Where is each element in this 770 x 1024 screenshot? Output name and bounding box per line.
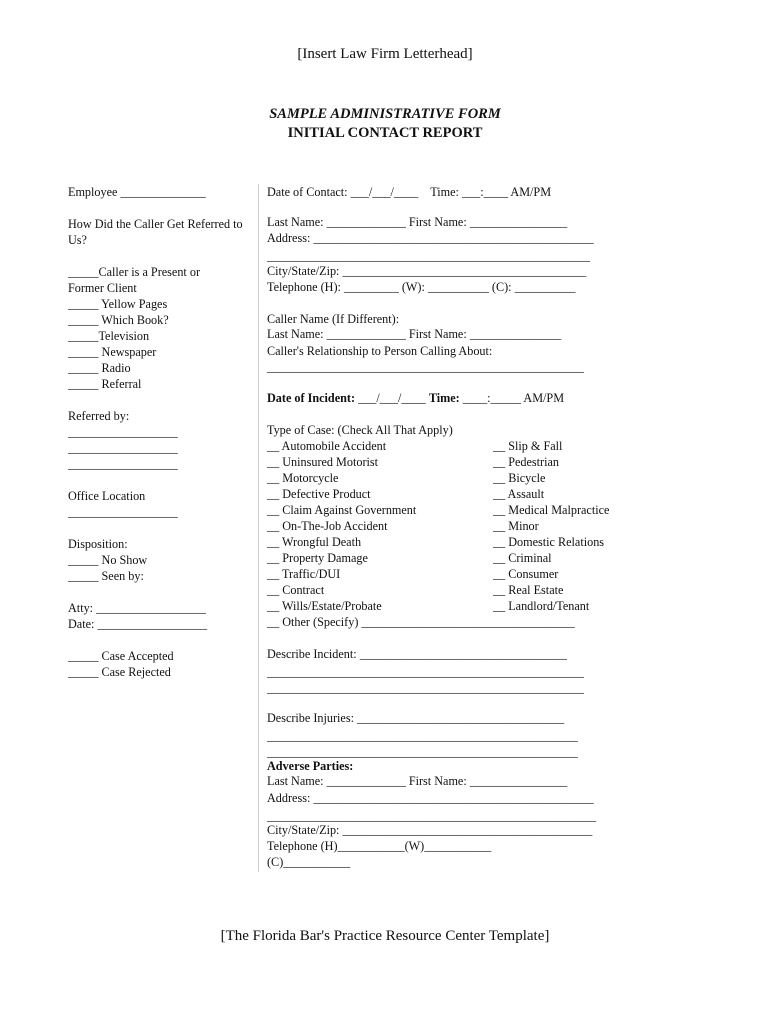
referral-option-newspaper[interactable]: _____ Newspaper xyxy=(68,345,157,359)
caller-relationship-label: Caller's Relationship to Person Calling About: xyxy=(267,344,493,358)
case-type-option[interactable]: __ Medical Malpractice xyxy=(493,503,610,517)
date-of-incident-label: Date of Incident: xyxy=(267,391,356,405)
date-field[interactable]: Date: __________________ xyxy=(68,617,208,631)
case-type-option[interactable]: __ Uninsured Motorist xyxy=(267,455,379,469)
contact-phone-field[interactable]: Telephone (H): _________ (W): __________ (C): __________ xyxy=(267,280,576,294)
caller-name-field[interactable]: Last Name: _____________ First Name: _______________ xyxy=(267,327,562,341)
form-title-italic: SAMPLE ADMINISTRATIVE FORM xyxy=(269,106,501,122)
case-type-option[interactable]: __ Claim Against Government xyxy=(267,503,417,517)
referred-by-line[interactable]: __________________ xyxy=(68,457,178,471)
incident-time-blank[interactable]: ____:_____ AM/PM xyxy=(459,391,565,405)
contact-address-field[interactable]: Address: ______________________________________________ xyxy=(267,231,594,245)
form-title: INITIAL CONTACT REPORT xyxy=(287,125,483,141)
case-type-option[interactable]: __ Real Estate xyxy=(493,583,564,597)
case-type-option[interactable]: __ Automobile Accident xyxy=(267,439,387,453)
case-type-option[interactable]: __ Property Damage xyxy=(267,551,368,565)
adverse-parties-heading: Adverse Parties: xyxy=(267,759,354,773)
date-of-incident-field[interactable] xyxy=(267,390,564,406)
referral-question-cont: Us? xyxy=(68,233,87,247)
office-location-label: Office Location xyxy=(68,489,146,503)
case-type-heading: Type of Case: (Check All That Apply) xyxy=(267,423,453,437)
referral-option-television[interactable]: _____Television xyxy=(68,329,150,343)
contact-address-line2[interactable]: _____________________________________________________ xyxy=(267,249,590,263)
referral-option-radio[interactable]: _____ Radio xyxy=(68,361,131,375)
case-type-option[interactable]: __ Domestic Relations xyxy=(493,535,605,549)
case-type-option[interactable]: __ Traffic/DUI xyxy=(267,567,341,581)
case-type-option[interactable]: __ Contract xyxy=(267,583,325,597)
adverse-cell-field[interactable]: (C)___________ xyxy=(267,855,351,869)
describe-incident-line[interactable]: ____________________________________________________ xyxy=(267,681,584,695)
referred-by-label: Referred by: xyxy=(68,409,130,423)
referred-by-line[interactable]: __________________ xyxy=(68,441,178,455)
disposition-no-show[interactable]: _____ No Show xyxy=(68,553,148,567)
contact-city-field[interactable]: City/State/Zip: ________________________________________ xyxy=(267,264,587,278)
column-divider xyxy=(258,184,259,872)
referral-option-which-book[interactable]: _____ Which Book? xyxy=(68,313,169,327)
describe-injuries-line[interactable]: ___________________________________________________ xyxy=(267,745,578,759)
adverse-address-line2[interactable]: ______________________________________________________ xyxy=(267,809,597,823)
case-type-option[interactable]: __ Landlord/Tenant xyxy=(493,599,590,613)
attorney-field[interactable]: Atty: __________________ xyxy=(68,601,206,615)
describe-incident-field[interactable]: Describe Incident: __________________________________ xyxy=(267,647,567,661)
date-of-contact-field[interactable]: Date of Contact: ___/___/____ Time: ___:____ AM/PM xyxy=(267,185,552,199)
describe-injuries-line[interactable]: ___________________________________________________ xyxy=(267,729,578,743)
case-type-option[interactable]: __ Minor xyxy=(493,519,539,533)
case-type-option[interactable]: __ On-The-Job Accident xyxy=(267,519,388,533)
case-type-option[interactable]: __ Criminal xyxy=(493,551,552,565)
footer-template-note: [The Florida Bar's Practice Resource Center Template] xyxy=(220,928,550,944)
referral-option-former-client-cont: Former Client xyxy=(68,281,137,295)
adverse-address-field[interactable]: Address: ______________________________________________ xyxy=(267,791,594,805)
office-location-line[interactable]: __________________ xyxy=(68,505,178,519)
case-type-other-field[interactable]: __ Other (Specify) ___________________________________ xyxy=(267,615,575,629)
date-of-incident-blank[interactable]: ___/___/____ xyxy=(355,391,429,405)
case-type-option[interactable]: __ Bicycle xyxy=(493,471,546,485)
case-accepted-option[interactable]: _____ Case Accepted xyxy=(68,649,174,663)
referral-option-referral[interactable]: _____ Referral xyxy=(68,377,142,391)
case-type-option[interactable]: __ Wrongful Death xyxy=(267,535,362,549)
caller-name-heading: Caller Name (If Different): xyxy=(267,312,400,326)
case-type-option[interactable]: __ Assault xyxy=(493,487,545,501)
referred-by-line[interactable]: __________________ xyxy=(68,425,178,439)
referral-option-former-client[interactable]: _____Caller is a Present or xyxy=(68,265,201,279)
adverse-name-field[interactable]: Last Name: _____________ First Name: ________________ xyxy=(267,774,568,788)
case-type-option[interactable]: __ Motorcycle xyxy=(267,471,339,485)
case-type-option[interactable]: __ Wills/Estate/Probate xyxy=(267,599,382,613)
incident-time-label: Time: xyxy=(428,391,460,405)
disposition-seen-by[interactable]: _____ Seen by: xyxy=(68,569,144,583)
case-type-option[interactable]: __ Pedestrian xyxy=(493,455,560,469)
case-type-option[interactable]: __ Defective Product xyxy=(267,487,371,501)
referral-question: How Did the Caller Get Referred to xyxy=(68,217,243,231)
disposition-label: Disposition: xyxy=(68,537,128,551)
case-type-option[interactable]: __ Slip & Fall xyxy=(493,439,563,453)
describe-injuries-field[interactable]: Describe Injuries: __________________________________ xyxy=(267,711,565,725)
case-rejected-option[interactable]: _____ Case Rejected xyxy=(68,665,171,679)
case-type-option[interactable]: __ Consumer xyxy=(493,567,559,581)
adverse-phone-field[interactable]: Telephone (H)___________(W)___________ xyxy=(267,839,492,853)
referral-option-yellow-pages[interactable]: _____ Yellow Pages xyxy=(68,297,168,311)
employee-field[interactable]: Employee ______________ xyxy=(68,185,206,199)
adverse-city-field[interactable]: City/State/Zip: _________________________________________ xyxy=(267,823,593,837)
contact-name-field[interactable]: Last Name: _____________ First Name: ________________ xyxy=(267,215,568,229)
caller-relationship-line[interactable]: ____________________________________________________ xyxy=(267,360,584,374)
letterhead: [Insert Law Firm Letterhead] xyxy=(297,46,473,62)
describe-incident-line[interactable]: ____________________________________________________ xyxy=(267,665,584,679)
